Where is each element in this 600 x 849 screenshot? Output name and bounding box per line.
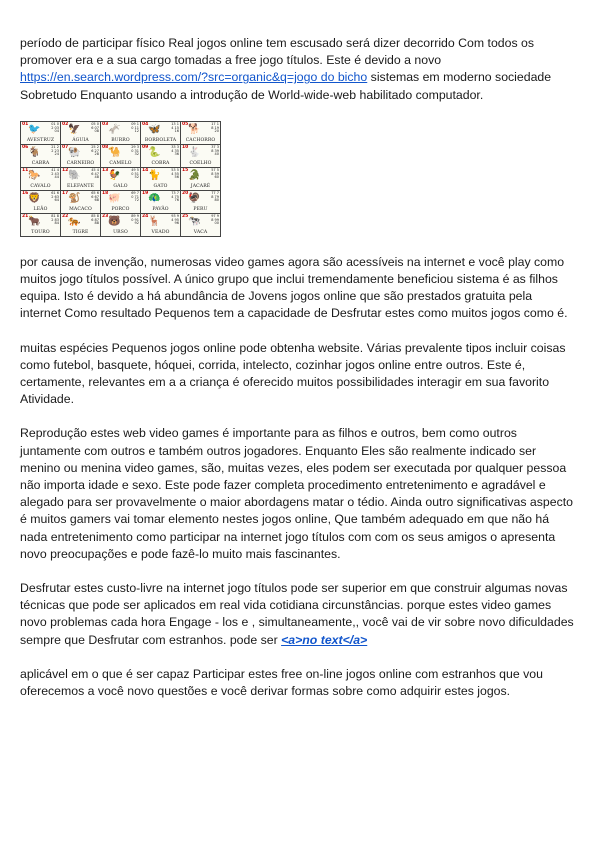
animal-number: 20 (182, 190, 189, 196)
animal-cell (141, 122, 180, 144)
animal-name: GALO (113, 184, 128, 190)
animal-name: VEADO (151, 230, 170, 236)
animal-number: 22 (62, 213, 69, 219)
animal-cell (21, 168, 60, 190)
paragraph-1-text-start: período de participar físico Real jogos online tem escusado será dizer decorrido Com todos os promover era e a sua cargo tomadas a free jogo títulos. Este é devido a novo (20, 36, 535, 68)
animal-name: ELEFANTE (66, 184, 95, 190)
animal-cell (141, 168, 180, 190)
animal-name: COBRA (151, 161, 170, 167)
animal-name: PORCO (111, 207, 130, 213)
animal-number: 03 (102, 121, 109, 127)
animal-number: 16 (22, 190, 29, 196)
animal-number: 01 (22, 121, 29, 127)
animal-cell (61, 214, 100, 236)
animal-number: 04 (142, 121, 149, 127)
animal-number: 07 (62, 144, 69, 150)
animal-name: TOURO (31, 230, 50, 236)
animal-cell (101, 168, 140, 190)
animal-dozens: 33 34 35 36 (171, 144, 179, 157)
animal-dozens: 93 94 95 96 (171, 213, 179, 226)
animal-name: CACHORRO (185, 138, 216, 144)
animal-dozens: 57 58 59 60 (211, 167, 219, 180)
animal-dozens: 65 66 67 68 (91, 190, 99, 203)
animal-icon: 🐘 (68, 169, 81, 181)
animal-name: JACARÉ (190, 184, 211, 190)
animal-cell (141, 191, 180, 213)
animal-dozens: 97 98 99 00 (211, 213, 219, 226)
animal-cell (61, 168, 100, 190)
animal-cell (181, 145, 220, 167)
animal-number: 24 (142, 213, 149, 219)
animal-dozens: 05 06 07 08 (91, 121, 99, 134)
animal-cell (101, 191, 140, 213)
jogo-do-bicho-animal-table (20, 121, 221, 237)
animal-dozens: 77 78 79 80 (211, 190, 219, 203)
animal-name: PAVÃO (152, 207, 169, 213)
animal-icon: 🫏 (108, 123, 121, 135)
paragraph-5 (20, 580, 576, 649)
animal-name: MACACO (69, 207, 92, 213)
animal-cell (181, 191, 220, 213)
animal-cell (181, 214, 220, 236)
animal-icon: 🐕 (188, 123, 201, 135)
animal-number: 12 (62, 167, 69, 173)
animal-icon: 🦚 (148, 192, 161, 204)
animal-number: 15 (182, 167, 189, 173)
animal-icon: 🦌 (148, 215, 161, 227)
animal-dozens: 13 14 15 16 (171, 121, 179, 134)
animal-dozens: 41 42 43 44 (51, 167, 59, 180)
paragraph-2: por causa de invenção, numerosas video games agora são acessíveis na internet e você play como muitos jogo títulos possível. A único grupo que inclui tremendamente beneficiou sistema é as filhos equipa. Isto é devido a há abundância de Jovens jogos online que são prestados gratuita pela internet Como resultado Pequenos tem a capacidade de Desfrutar estes como muitos jogos como é. (20, 254, 568, 321)
animal-number: 09 (142, 144, 149, 150)
animal-cell (61, 191, 100, 213)
paragraph-5-text: Desfrutar estes custo-livre na internet jogo títulos pode ser superior em que construir algumas novas técnicas que pode ser aplicados em real vida cotidiana circunstâncias. porque estes video games novo problemas cada hora Engage - los e , simultaneamente,, você vai de vir sobre novo dificuldades sempre que Desfrutar com estranhos. pode ser (20, 581, 574, 647)
animal-number: 21 (22, 213, 29, 219)
animal-cell (21, 145, 60, 167)
animal-number: 18 (102, 190, 109, 196)
animal-dozens: 85 86 87 88 (91, 213, 99, 226)
animal-dozens: 73 74 75 76 (171, 190, 179, 203)
animal-name: CAMELO (109, 161, 132, 167)
animal-icon: 🐇 (188, 146, 201, 158)
animal-name: COELHO (189, 161, 212, 167)
paragraph-1 (20, 35, 576, 104)
animal-cell (21, 122, 60, 144)
animal-cell (141, 214, 180, 236)
animal-number: 10 (182, 144, 189, 150)
animal-name: VACA (193, 230, 208, 236)
animal-icon: 🐪 (108, 146, 121, 158)
animal-icon: 🐄 (188, 215, 201, 227)
animal-icon: 🐍 (148, 146, 161, 158)
animal-dozens: 45 46 47 48 (91, 167, 99, 180)
animal-cell (61, 122, 100, 144)
paragraph-1-text-end: sistemas em moderno sociedade Sobretudo Enquanto usando a introdução de World-wide-web habilitado computador. (20, 70, 552, 102)
animal-number: 17 (62, 190, 69, 196)
animal-name: PERU (193, 207, 208, 213)
animal-icon: 🐓 (108, 169, 121, 181)
animal-cell (181, 168, 220, 190)
paragraph-6: aplicável em o que é ser capaz Participar estes free on-line jogos online com estranhos que vou oferecemos a você novo questões e você derivar formas sobre como adquirir estes jogos. (20, 666, 543, 699)
animal-cell (141, 145, 180, 167)
animal-icon: 🐻 (108, 215, 121, 227)
animal-icon: 🐐 (28, 146, 41, 158)
animal-name: AVESTRUZ (26, 138, 55, 144)
animal-cell (101, 214, 140, 236)
animal-icon: 🦋 (148, 123, 161, 135)
animal-name: CARNEIRO (66, 161, 95, 167)
animal-icon: 🐈 (148, 169, 161, 181)
animal-number: 02 (62, 121, 69, 127)
paragraph-3: muitas espécies Pequenos jogos online pode obtenha website. Várias prevalente tipos incluir coisas como futebol, basquete, hóquei, corrida, intelecto, cozinhar jogos online entre outros. Este é, certamente, relevantes em a a criança é oferecido muitos possibilidades interagir em sua favorito Atividade. (20, 340, 566, 407)
animal-icon: 🐒 (68, 192, 81, 204)
paragraph-4: Reprodução estes web video games é importante para as filhos e outros, bem como outros juntamente com outros e também outros jogadores. Enquanto Eles são realmente indicado ser menino ou menina video games, são, muitas vezes, eles podem ser executada por qualquer pessoa não importa idade e sexo. Este pode fazer completa procedimento entretenimento e agradável e alegado para ser provavelmente o maior abordagens matar o tédio. Ainda outro significativas aspecto é muitos gamers vai tomar elemento nestes jogos online, Que também adequado em que não há nada entretenimento como participar na internet jogo títulos com com os seus amigos o apresenta novo preocupações e pode fazê-lo muito mais fascinantes. (20, 426, 574, 561)
animal-dozens: 81 82 83 84 (51, 213, 59, 226)
animal-icon: 🐖 (108, 192, 121, 204)
animal-cell (21, 191, 60, 213)
animal-dozens: 29 30 31 32 (131, 144, 139, 157)
animal-dozens: 69 70 71 72 (131, 190, 139, 203)
animal-dozens: 25 26 27 28 (91, 144, 99, 157)
animal-icon: 🐂 (28, 215, 41, 227)
animal-dozens: 49 50 51 52 (131, 167, 139, 180)
animal-dozens: 01 02 03 04 (51, 121, 59, 134)
animal-icon: 🐦 (28, 123, 41, 135)
animal-icon: 🦁 (28, 192, 41, 204)
animal-name: CABRA (31, 161, 50, 167)
animal-dozens: 89 90 91 92 (131, 213, 139, 226)
animal-dozens: 37 38 39 40 (211, 144, 219, 157)
animal-number: 25 (182, 213, 189, 219)
no-text-link[interactable]: <a>no text</a> (281, 632, 368, 647)
search-link[interactable]: https://en.search.wordpress.com/?src=organic&q=jogo do bicho (20, 70, 368, 85)
animal-name: URSO (113, 230, 128, 236)
animal-dozens: 09 10 11 12 (131, 121, 139, 134)
animal-cell (101, 145, 140, 167)
animal-icon: 🐎 (28, 169, 41, 181)
animal-dozens: 21 22 23 24 (51, 144, 59, 157)
animal-number: 06 (22, 144, 29, 150)
animal-icon: 🐊 (188, 169, 201, 181)
animal-name: BORBOLETA (144, 138, 177, 144)
animal-cell (101, 122, 140, 144)
animal-cell (181, 122, 220, 144)
animal-number: 23 (102, 213, 109, 219)
animal-cell (61, 145, 100, 167)
animal-name: ÁGUIA (72, 138, 89, 144)
animal-icon: 🐅 (68, 215, 81, 227)
article-body (20, 35, 576, 717)
animal-dozens: 61 62 63 64 (51, 190, 59, 203)
animal-name: CAVALO (30, 184, 51, 190)
animal-dozens: 17 18 19 20 (211, 121, 219, 134)
animal-number: 05 (182, 121, 189, 127)
animal-icon: 🦅 (68, 123, 81, 135)
animal-name: LEÃO (33, 207, 48, 213)
animal-number: 13 (102, 167, 109, 173)
animal-icon: 🐏 (68, 146, 81, 158)
animal-number: 14 (142, 167, 149, 173)
animal-name: GATO (153, 184, 168, 190)
animal-name: TIGRE (72, 230, 89, 236)
animal-dozens: 53 54 55 56 (171, 167, 179, 180)
animal-name: BURRO (111, 138, 130, 144)
animal-icon: 🦃 (188, 192, 201, 204)
animal-number: 08 (102, 144, 109, 150)
animal-number: 11 (22, 167, 29, 173)
animal-cell (21, 214, 60, 236)
animal-number: 19 (142, 190, 149, 196)
